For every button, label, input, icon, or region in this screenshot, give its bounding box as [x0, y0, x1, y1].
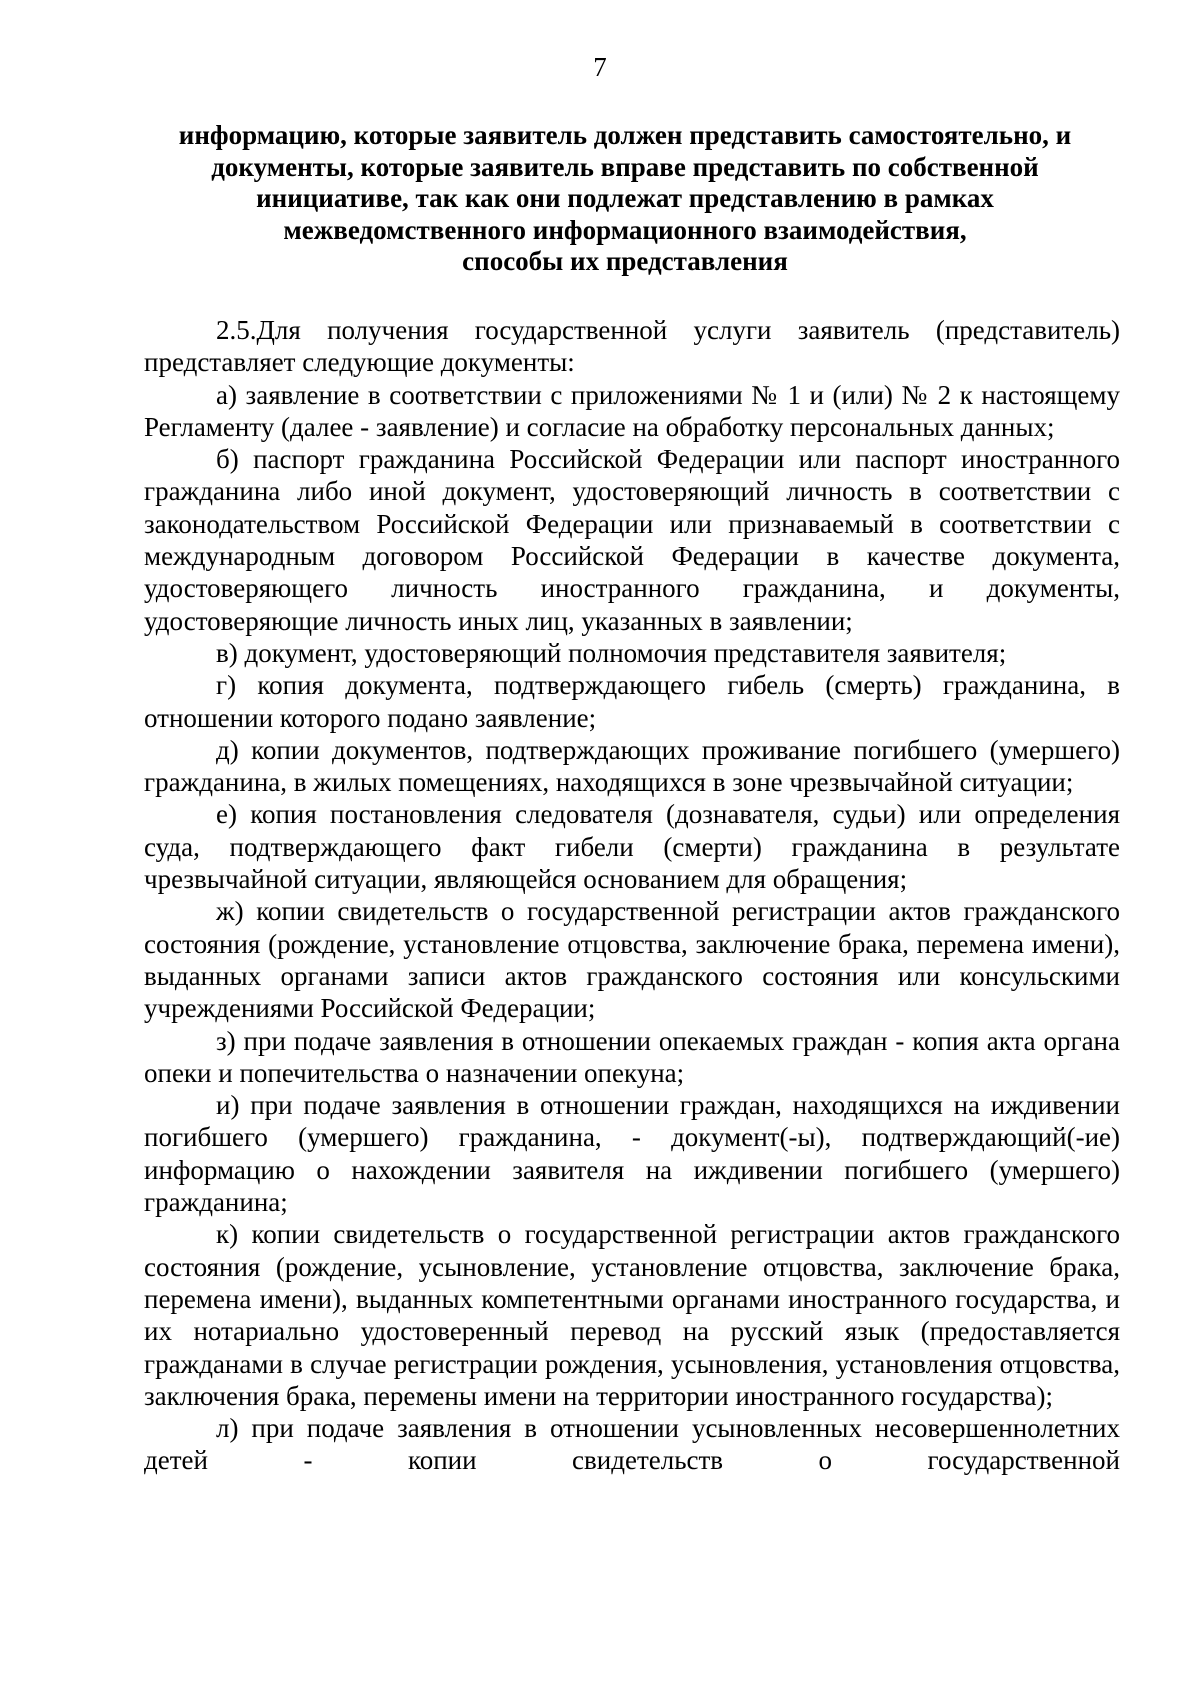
heading-line: документы, которые заявитель вправе представить по собственной — [211, 151, 1039, 182]
list-item-zh: ж) копии свидетельств о государственной регистрации актов гражданского состояния (рождение, установление отцовства, заключение брака, перемена имени), выданных органами записи актов гражданского состояния или консульскими учреждениями Российской Федерации; — [144, 896, 1120, 1024]
list-item-z: з) при подаче заявления в отношении опекаемых граждан - копия акта органа опеки и попечительства о назначении опекуна; — [144, 1025, 1120, 1088]
heading-line: межведомственного информационного взаимодействия, — [283, 214, 967, 245]
body-text — [144, 314, 1120, 1477]
heading-line: информацию, которые заявитель должен представить самостоятельно, и — [178, 120, 1072, 150]
list-item-g: г) копия документа, подтверждающего гибель (смерть) гражданина, в отношении которого подано заявление; — [144, 670, 1120, 733]
heading-line: инициативе, так как они подлежат представлению в рамках — [256, 183, 994, 213]
paragraph-2-5: 2.5.Для получения государственной услуги заявитель (представитель) представляет следующие документы: — [144, 315, 1120, 378]
list-item-k: к) копии свидетельств о государственной регистрации актов гражданского состояния (рождение, усыновление, установление отцовства, заключение брака, перемена имени), выданных компетентными органами иностранного государства, и их нотариально удостоверенный перевод на русский язык (предоставляется гражданами в случае регистрации рождения, усыновления, установления отцовства, заключения брака, перемены имени на территории иностранного государства); — [144, 1219, 1120, 1411]
page-number: 7 — [593, 52, 607, 82]
list-item-l: л) при подаче заявления в отношении усыновленных несовершеннолетних детей - копии свидетельств о государственной — [144, 1413, 1120, 1476]
list-item-e: е) копия постановления следователя (дознавателя, судьи) или определения суда, подтверждающего факт гибели (смерти) гражданина в результате чрезвычайной ситуации, являющейся основанием для обращения; — [144, 799, 1120, 895]
list-item-i: и) при подаче заявления в отношении граждан, находящихся на иждивении погибшего (умершего) гражданина, - документ(-ы), подтверждающий(-ие) информацию о нахождении заявителя на иждивении погибшего (умершего) гражданина; — [144, 1090, 1120, 1218]
section-heading — [140, 120, 1110, 278]
list-item-d: д) копии документов, подтверждающих проживание погибшего (умершего) гражданина, в жилых помещениях, находящихся в зоне чрезвычайной ситуации; — [144, 734, 1120, 798]
heading-line: способы их представления — [462, 246, 788, 276]
list-item-b: б) паспорт гражданина Российской Федерации или паспорт иностранного гражданина либо иной документ, удостоверяющий личность в соответствии с законодательством Российской Федерации или признаваемый в соответствии с международным договором Российской Федерации в качестве документа, удостоверяющего личность иностранного гражданина, и документы, удостоверяющие личность иных лиц, указанных в заявлении; — [144, 444, 1120, 636]
list-item-a: а) заявление в соответствии с приложениями № 1 и (или) № 2 к настоящему Регламенту (далее - заявление) и согласие на обработку персональных данных; — [144, 379, 1120, 442]
list-item-v: в) документ, удостоверяющий полномочия представителя заявителя; — [216, 637, 1007, 668]
